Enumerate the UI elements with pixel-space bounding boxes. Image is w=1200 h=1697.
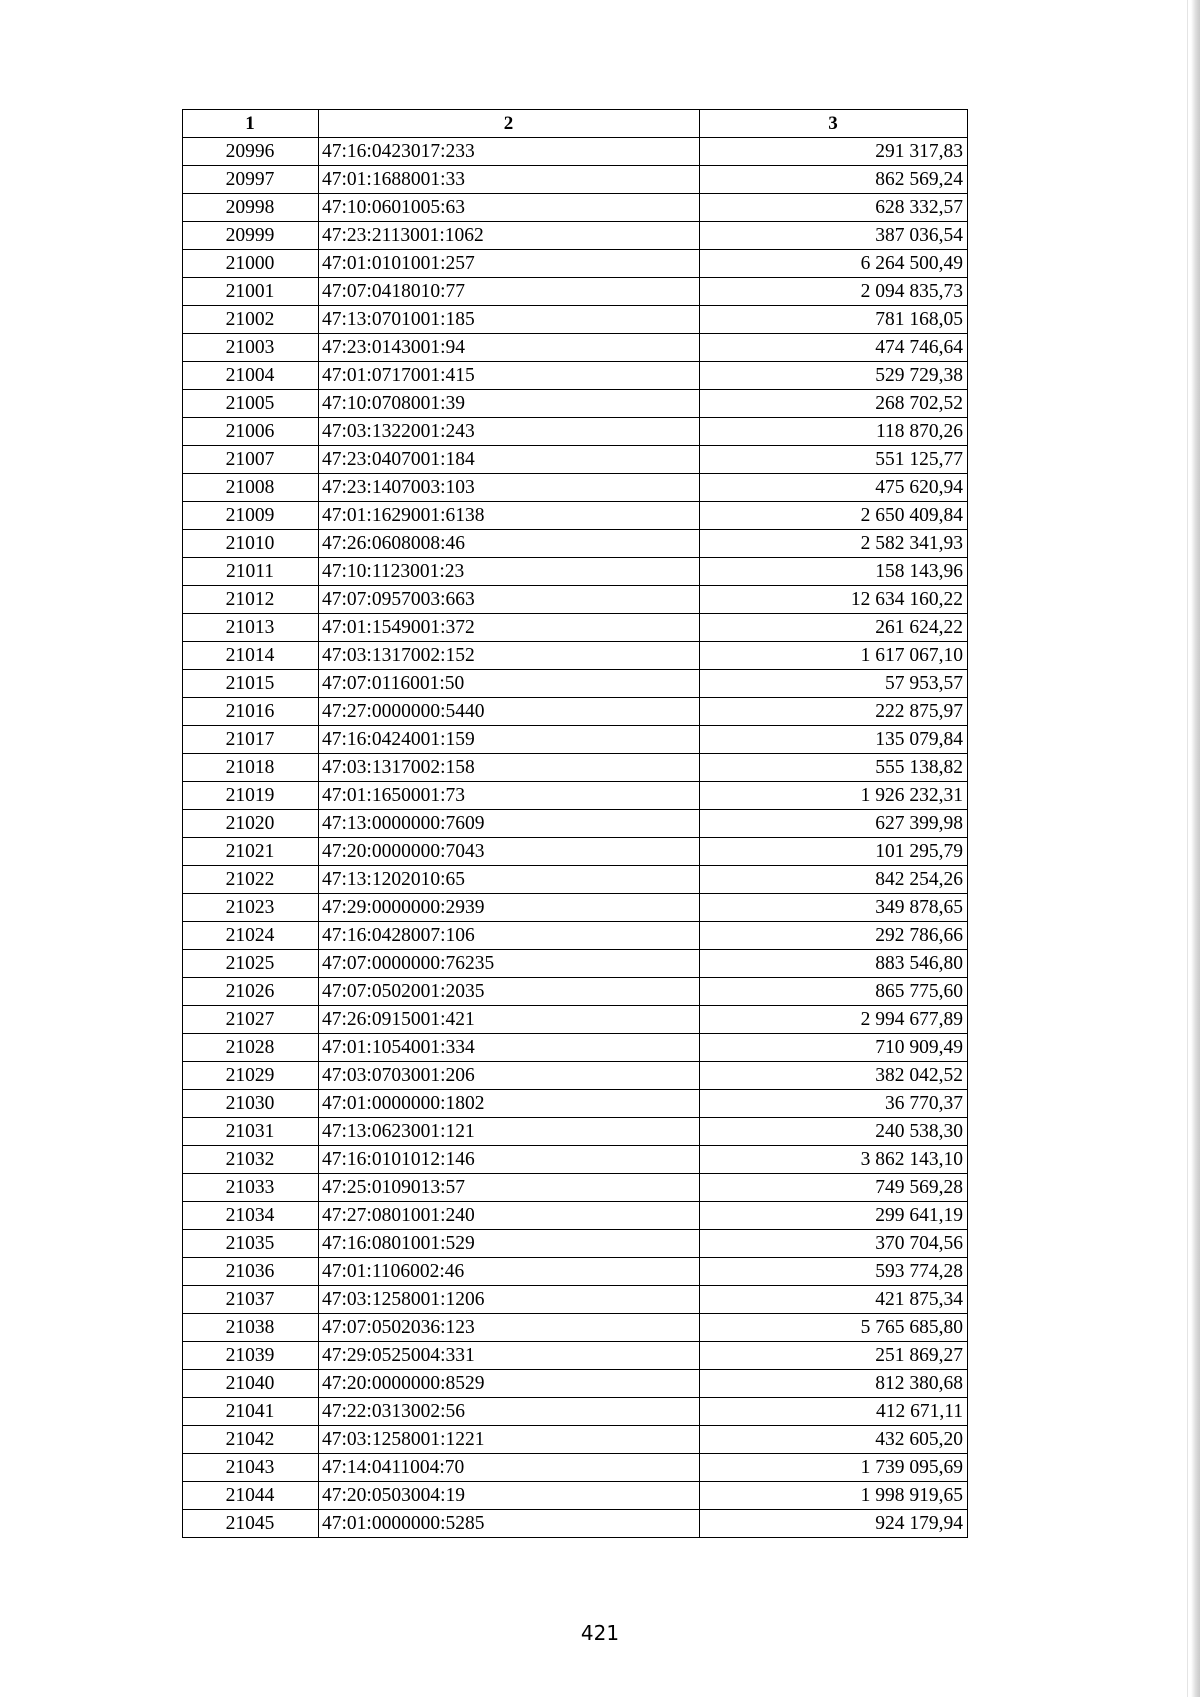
header-cell-3: 3: [700, 110, 968, 138]
page-edge-line: [1187, 0, 1188, 1697]
table-row: [183, 558, 968, 586]
cadastral-value-cell: 865 775,60: [700, 978, 968, 1006]
cadastral-number-cell: 47:22:0313002:56: [319, 1398, 700, 1426]
cadastral-value-cell: 551 125,77: [700, 446, 968, 474]
row-number-cell: 21000: [183, 250, 319, 278]
row-number-cell: 20999: [183, 222, 319, 250]
row-number-cell: 21036: [183, 1258, 319, 1286]
cadastral-number-cell: 47:27:0000000:5440: [319, 698, 700, 726]
cadastral-value-cell: 135 079,84: [700, 726, 968, 754]
cadastral-value-cell: 421 875,34: [700, 1286, 968, 1314]
cadastral-number-cell: 47:10:0601005:63: [319, 194, 700, 222]
table-row: [183, 670, 968, 698]
table-row: [183, 194, 968, 222]
cadastral-value-cell: 5 765 685,80: [700, 1314, 968, 1342]
table-row: [183, 978, 968, 1006]
page-number: 421: [580, 1621, 620, 1645]
cadastral-number-cell: 47:01:1106002:46: [319, 1258, 700, 1286]
cadastral-value-cell: 781 168,05: [700, 306, 968, 334]
cadastral-number-cell: 47:26:0915001:421: [319, 1006, 700, 1034]
row-number-cell: 21032: [183, 1146, 319, 1174]
cadastral-number-cell: 47:03:1322001:243: [319, 418, 700, 446]
row-number-cell: 21003: [183, 334, 319, 362]
cadastral-value-cell: 36 770,37: [700, 1090, 968, 1118]
row-number-cell: 21038: [183, 1314, 319, 1342]
cadastral-number-cell: 47:27:0801001:240: [319, 1202, 700, 1230]
cadastral-value-cell: 475 620,94: [700, 474, 968, 502]
row-number-cell: 21043: [183, 1454, 319, 1482]
cadastral-value-cell: 1 739 095,69: [700, 1454, 968, 1482]
header-cell-2: 2: [319, 110, 700, 138]
cadastral-value-cell: 2 094 835,73: [700, 278, 968, 306]
cadastral-value-cell: 2 994 677,89: [700, 1006, 968, 1034]
row-number-cell: 21039: [183, 1342, 319, 1370]
table-row: [183, 1174, 968, 1202]
cadastral-value-cell: 749 569,28: [700, 1174, 968, 1202]
cadastral-value-cell: 370 704,56: [700, 1230, 968, 1258]
cadastral-number-cell: 47:03:0703001:206: [319, 1062, 700, 1090]
cadastral-number-cell: 47:07:0502036:123: [319, 1314, 700, 1342]
cadastral-value-cell: 240 538,30: [700, 1118, 968, 1146]
cadastral-number-cell: 47:13:1202010:65: [319, 866, 700, 894]
table-row: [183, 1426, 968, 1454]
cadastral-value-cell: 1 926 232,31: [700, 782, 968, 810]
row-number-cell: 21037: [183, 1286, 319, 1314]
row-number-cell: 21034: [183, 1202, 319, 1230]
cadastral-value-cell: 6 264 500,49: [700, 250, 968, 278]
cadastral-number-cell: 47:07:0957003:663: [319, 586, 700, 614]
table-row: [183, 222, 968, 250]
cadastral-number-cell: 47:01:1629001:6138: [319, 502, 700, 530]
cadastral-value-cell: 710 909,49: [700, 1034, 968, 1062]
table-row: [183, 1398, 968, 1426]
table-row: [183, 1370, 968, 1398]
table-row: [183, 586, 968, 614]
cadastral-value-cell: 158 143,96: [700, 558, 968, 586]
cadastral-value-cell: 1 617 067,10: [700, 642, 968, 670]
row-number-cell: 21031: [183, 1118, 319, 1146]
cadastral-number-cell: 47:25:0109013:57: [319, 1174, 700, 1202]
cadastral-value-cell: 2 650 409,84: [700, 502, 968, 530]
table-row: [183, 1202, 968, 1230]
cadastral-value-cell: 1 998 919,65: [700, 1482, 968, 1510]
table-row: [183, 138, 968, 166]
row-number-cell: 20998: [183, 194, 319, 222]
row-number-cell: 21014: [183, 642, 319, 670]
row-number-cell: 21027: [183, 1006, 319, 1034]
cadastral-number-cell: 47:26:0608008:46: [319, 530, 700, 558]
table-row: [183, 362, 968, 390]
row-number-cell: 21030: [183, 1090, 319, 1118]
table-row: [183, 1510, 968, 1538]
table-row: [183, 278, 968, 306]
cadastral-number-cell: 47:10:0708001:39: [319, 390, 700, 418]
table-row: [183, 502, 968, 530]
cadastral-number-cell: 47:01:0717001:415: [319, 362, 700, 390]
cadastral-value-cell: 529 729,38: [700, 362, 968, 390]
table-row: [183, 530, 968, 558]
table-row: [183, 1062, 968, 1090]
table-row: [183, 1482, 968, 1510]
row-number-cell: 21001: [183, 278, 319, 306]
table-row: [183, 642, 968, 670]
cadastral-value-cell: 593 774,28: [700, 1258, 968, 1286]
cadastral-value-cell: 3 862 143,10: [700, 1146, 968, 1174]
row-number-cell: 21035: [183, 1230, 319, 1258]
table-header: [183, 110, 968, 138]
row-number-cell: 20997: [183, 166, 319, 194]
cadastral-number-cell: 47:07:0116001:50: [319, 670, 700, 698]
table-row: [183, 950, 968, 978]
row-number-cell: 21018: [183, 754, 319, 782]
cadastral-number-cell: 47:13:0000000:7609: [319, 810, 700, 838]
table-row: [183, 782, 968, 810]
table-row: [183, 1454, 968, 1482]
table-row: [183, 866, 968, 894]
cadastral-number-cell: 47:01:1054001:334: [319, 1034, 700, 1062]
page-edge-shadow: [1191, 0, 1200, 1697]
cadastral-number-cell: 47:07:0000000:76235: [319, 950, 700, 978]
row-number-cell: 21002: [183, 306, 319, 334]
row-number-cell: 21029: [183, 1062, 319, 1090]
row-number-cell: 20996: [183, 138, 319, 166]
row-number-cell: 21026: [183, 978, 319, 1006]
row-number-cell: 21024: [183, 922, 319, 950]
cadastral-value-cell: 628 332,57: [700, 194, 968, 222]
table-row: [183, 614, 968, 642]
cadastral-value-cell: 883 546,80: [700, 950, 968, 978]
table-row: [183, 390, 968, 418]
row-number-cell: 21019: [183, 782, 319, 810]
table-row: [183, 1342, 968, 1370]
cadastral-number-cell: 47:16:0801001:529: [319, 1230, 700, 1258]
cadastral-value-cell: 268 702,52: [700, 390, 968, 418]
row-number-cell: 21016: [183, 698, 319, 726]
table-row: [183, 1034, 968, 1062]
cadastral-number-cell: 47:23:0407001:184: [319, 446, 700, 474]
cadastral-number-cell: 47:03:1258001:1221: [319, 1426, 700, 1454]
row-number-cell: 21007: [183, 446, 319, 474]
table-row: [183, 1006, 968, 1034]
row-number-cell: 21042: [183, 1426, 319, 1454]
cadastral-number-cell: 47:07:0418010:77: [319, 278, 700, 306]
cadastral-number-cell: 47:20:0000000:7043: [319, 838, 700, 866]
cadastral-value-cell: 222 875,97: [700, 698, 968, 726]
cadastral-value-cell: 842 254,26: [700, 866, 968, 894]
cadastral-number-cell: 47:01:1549001:372: [319, 614, 700, 642]
table-row: [183, 166, 968, 194]
cadastral-number-cell: 47:16:0101012:146: [319, 1146, 700, 1174]
table-row: [183, 894, 968, 922]
cadastral-number-cell: 47:16:0423017:233: [319, 138, 700, 166]
row-number-cell: 21013: [183, 614, 319, 642]
cadastral-number-cell: 47:14:0411004:70: [319, 1454, 700, 1482]
cadastral-value-cell: 12 634 160,22: [700, 586, 968, 614]
row-number-cell: 21010: [183, 530, 319, 558]
cadastral-value-cell: 349 878,65: [700, 894, 968, 922]
table-row: [183, 1118, 968, 1146]
cadastral-value-cell: 118 870,26: [700, 418, 968, 446]
cadastral-value-cell: 474 746,64: [700, 334, 968, 362]
row-number-cell: 21004: [183, 362, 319, 390]
row-number-cell: 21022: [183, 866, 319, 894]
cadastral-number-cell: 47:13:0701001:185: [319, 306, 700, 334]
row-number-cell: 21012: [183, 586, 319, 614]
cadastral-value-cell: 291 317,83: [700, 138, 968, 166]
cadastral-value-cell: 812 380,68: [700, 1370, 968, 1398]
row-number-cell: 21021: [183, 838, 319, 866]
cadastral-number-cell: 47:20:0503004:19: [319, 1482, 700, 1510]
cadastral-value-cell: 101 295,79: [700, 838, 968, 866]
row-number-cell: 21023: [183, 894, 319, 922]
row-number-cell: 21009: [183, 502, 319, 530]
cadastral-value-cell: 261 624,22: [700, 614, 968, 642]
table-row: [183, 446, 968, 474]
cadastral-number-cell: 47:03:1317002:158: [319, 754, 700, 782]
cadastral-value-cell: 555 138,82: [700, 754, 968, 782]
table-row: [183, 250, 968, 278]
row-number-cell: 21011: [183, 558, 319, 586]
table-row: [183, 1146, 968, 1174]
row-number-cell: 21045: [183, 1510, 319, 1538]
cadastral-value-cell: 432 605,20: [700, 1426, 968, 1454]
table-row: [183, 474, 968, 502]
row-number-cell: 21005: [183, 390, 319, 418]
table-row: [183, 726, 968, 754]
table-row: [183, 698, 968, 726]
table-row: [183, 306, 968, 334]
cadastral-number-cell: 47:13:0623001:121: [319, 1118, 700, 1146]
cadastral-value-cell: 924 179,94: [700, 1510, 968, 1538]
header-row: [183, 110, 968, 138]
table-row: [183, 754, 968, 782]
cadastral-value-cell: 57 953,57: [700, 670, 968, 698]
cadastral-number-cell: 47:01:0101001:257: [319, 250, 700, 278]
row-number-cell: 21044: [183, 1482, 319, 1510]
row-number-cell: 21020: [183, 810, 319, 838]
cadastral-value-cell: 862 569,24: [700, 166, 968, 194]
table-row: [183, 1258, 968, 1286]
row-number-cell: 21015: [183, 670, 319, 698]
row-number-cell: 21033: [183, 1174, 319, 1202]
row-number-cell: 21025: [183, 950, 319, 978]
cadastral-number-cell: 47:16:0428007:106: [319, 922, 700, 950]
table-row: [183, 1314, 968, 1342]
row-number-cell: 21006: [183, 418, 319, 446]
cadastral-number-cell: 47:01:1650001:73: [319, 782, 700, 810]
table-row: [183, 334, 968, 362]
cadastral-value-table: [182, 109, 968, 1538]
table-row: [183, 1090, 968, 1118]
cadastral-number-cell: 47:23:1407003:103: [319, 474, 700, 502]
table-row: [183, 838, 968, 866]
cadastral-number-cell: 47:01:0000000:5285: [319, 1510, 700, 1538]
table-row: [183, 810, 968, 838]
table-row: [183, 1286, 968, 1314]
cadastral-value-cell: 2 582 341,93: [700, 530, 968, 558]
cadastral-number-cell: 47:03:1317002:152: [319, 642, 700, 670]
row-number-cell: 21041: [183, 1398, 319, 1426]
cadastral-number-cell: 47:03:1258001:1206: [319, 1286, 700, 1314]
cadastral-value-cell: 387 036,54: [700, 222, 968, 250]
cadastral-value-cell: 627 399,98: [700, 810, 968, 838]
cadastral-number-cell: 47:23:0143001:94: [319, 334, 700, 362]
cadastral-number-cell: 47:01:1688001:33: [319, 166, 700, 194]
cadastral-value-cell: 412 671,11: [700, 1398, 968, 1426]
cadastral-value-cell: 292 786,66: [700, 922, 968, 950]
cadastral-value-cell: 382 042,52: [700, 1062, 968, 1090]
table-row: [183, 1230, 968, 1258]
cadastral-number-cell: 47:07:0502001:2035: [319, 978, 700, 1006]
cadastral-number-cell: 47:23:2113001:1062: [319, 222, 700, 250]
row-number-cell: 21017: [183, 726, 319, 754]
cadastral-number-cell: 47:29:0525004:331: [319, 1342, 700, 1370]
cadastral-value-cell: 299 641,19: [700, 1202, 968, 1230]
table-row: [183, 922, 968, 950]
table-row: [183, 418, 968, 446]
header-cell-1: 1: [183, 110, 319, 138]
cadastral-number-cell: 47:29:0000000:2939: [319, 894, 700, 922]
cadastral-number-cell: 47:10:1123001:23: [319, 558, 700, 586]
row-number-cell: 21040: [183, 1370, 319, 1398]
cadastral-number-cell: 47:20:0000000:8529: [319, 1370, 700, 1398]
cadastral-number-cell: 47:16:0424001:159: [319, 726, 700, 754]
row-number-cell: 21008: [183, 474, 319, 502]
row-number-cell: 21028: [183, 1034, 319, 1062]
cadastral-number-cell: 47:01:0000000:1802: [319, 1090, 700, 1118]
cadastral-value-cell: 251 869,27: [700, 1342, 968, 1370]
table-body: [183, 138, 968, 1538]
